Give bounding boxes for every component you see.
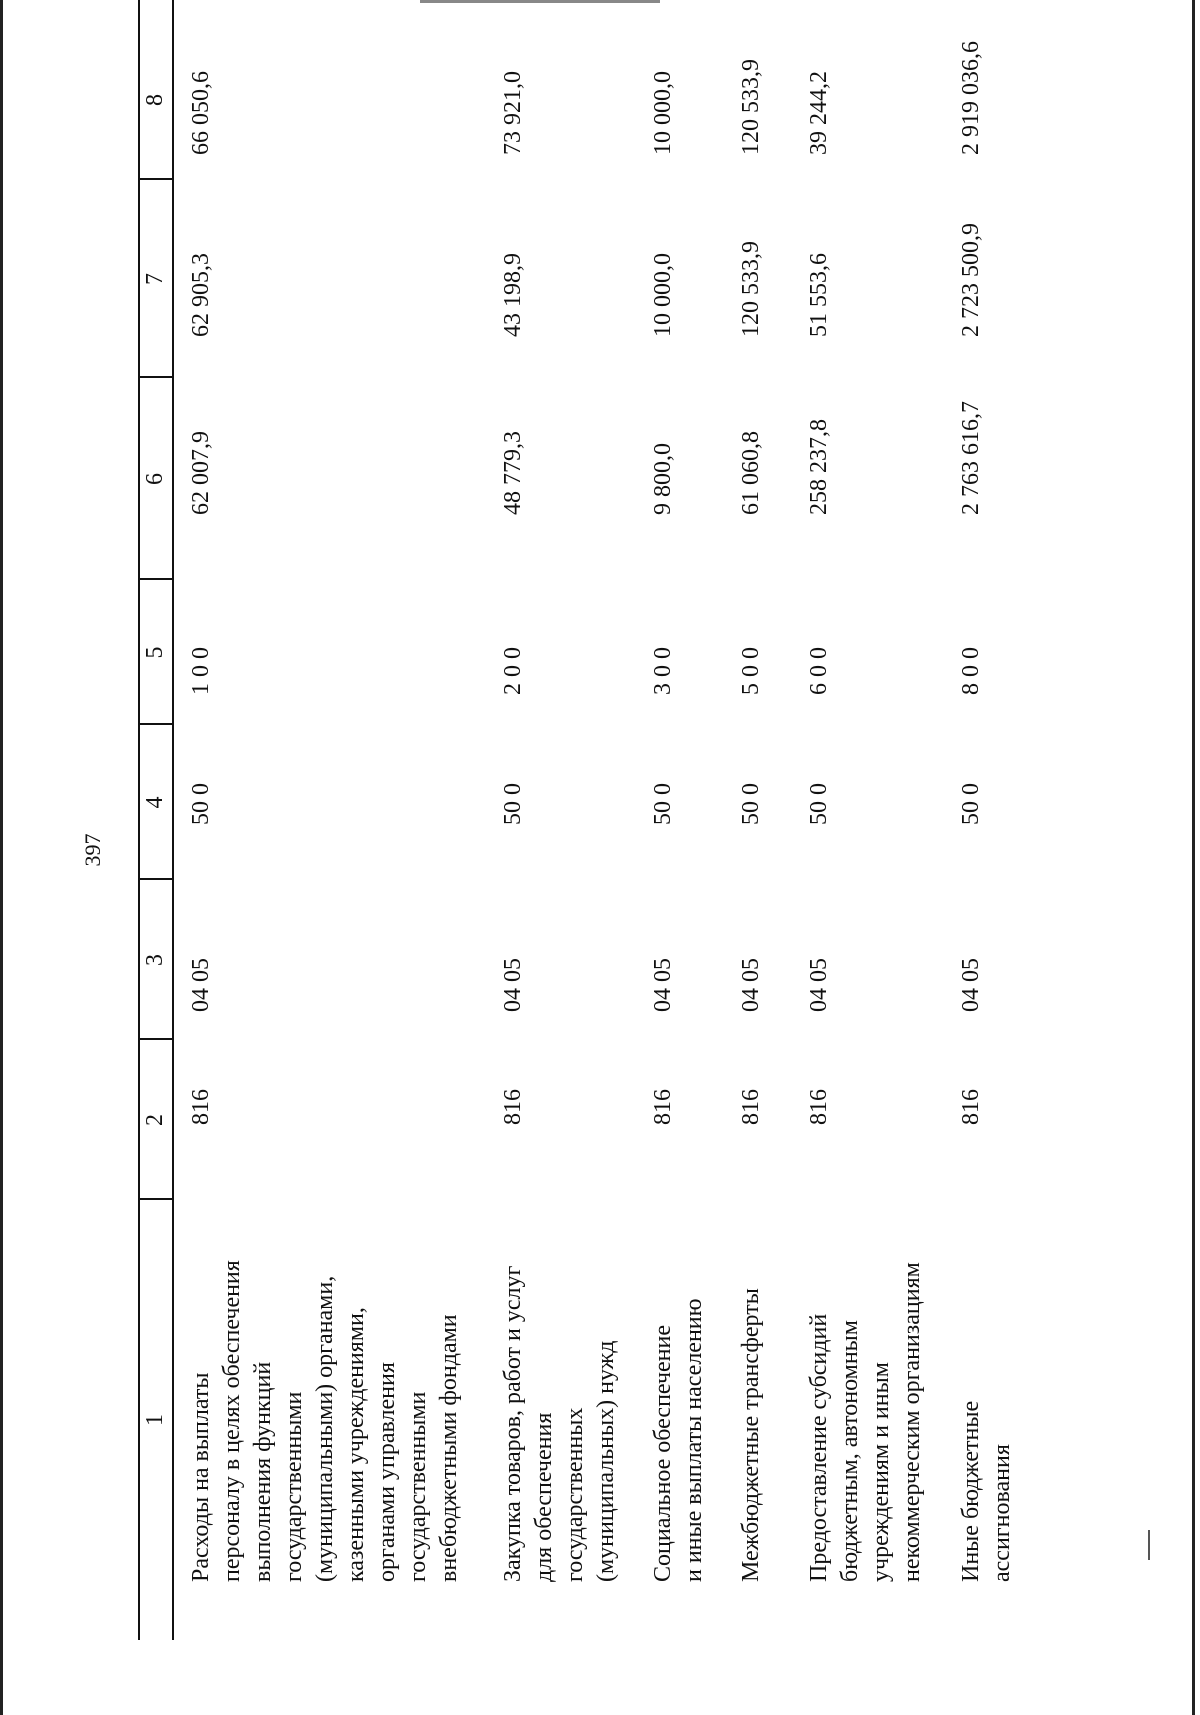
row-cell: 8 0 0 (958, 647, 984, 695)
row-cell: 66 050,6 (188, 71, 214, 155)
row-cell: 50 0 (806, 783, 832, 825)
row-cell: 50 0 (500, 783, 526, 825)
row-cell: 62 905,3 (188, 253, 214, 337)
row-cell: 62 007,9 (188, 431, 214, 515)
row-cell: 04 05 (738, 958, 764, 1012)
row-cell: 120 533,9 (738, 59, 764, 155)
row-cell: 04 05 (188, 958, 214, 1012)
row-cell: 2 723 500,9 (958, 223, 984, 337)
row-cell: 73 921,0 (500, 71, 526, 155)
row-cell: 6 0 0 (806, 647, 832, 695)
row-cell: 04 05 (806, 958, 832, 1012)
row-name: Закупка товаров, работ и услуг для обеспечения государственных (муниципальных) нужд (500, 1265, 619, 1582)
row-cell: 48 779,3 (500, 431, 526, 515)
row-cell: 816 (188, 1089, 214, 1125)
row-name: Иные бюджетные ассигнования (958, 1400, 1015, 1582)
table-header-border (172, 0, 174, 1640)
row-cell: 43 198,9 (500, 253, 526, 337)
row-cell: 61 060,8 (738, 431, 764, 515)
header-col-3: 3 (142, 954, 168, 966)
row-cell: 816 (650, 1089, 676, 1125)
row-cell: 04 05 (500, 958, 526, 1012)
row-cell: 9 800,0 (650, 443, 676, 515)
row-cell: 816 (958, 1089, 984, 1125)
row-cell: 50 0 (958, 783, 984, 825)
header-col-2: 2 (142, 1114, 168, 1126)
row-name: Межбюджетные трансферты (738, 1288, 764, 1582)
row-cell: 2 0 0 (500, 647, 526, 695)
row-name: Расходы на выплаты персоналу в целях обеспечения выполнения функций государственными (муниципальными) органами, казенными учреждениями, органами управления государственными внебюджетными фондами (188, 1260, 462, 1582)
header-col-4: 4 (142, 796, 168, 809)
row-cell: 816 (738, 1089, 764, 1125)
row-cell: 816 (806, 1089, 832, 1125)
header-col-8: 8 (142, 94, 168, 106)
row-name: Предоставление субсидий бюджетным, автономным учреждениям и иным некоммерческим организациям (806, 1262, 925, 1582)
budget-table (138, 0, 1118, 1640)
row-name: Социальное обеспечение и иные выплаты населению (650, 1298, 707, 1582)
row-cell: 10 000,0 (650, 71, 676, 155)
row-cell: 50 0 (188, 783, 214, 825)
header-col-7: 7 (142, 273, 168, 285)
header-col-6: 6 (142, 473, 168, 485)
row-cell: 10 000,0 (650, 253, 676, 337)
row-cell: 50 0 (650, 783, 676, 825)
row-cell: 04 05 (650, 958, 676, 1012)
header-col-1: 1 (142, 1414, 168, 1426)
scan-edge-mark (0, 0, 3, 1715)
row-cell: 120 533,9 (738, 241, 764, 337)
scan-edge-mark (1192, 0, 1195, 1715)
row-cell: 04 05 (958, 958, 984, 1012)
header-col-5: 5 (142, 646, 168, 659)
row-cell: 1 0 0 (188, 647, 214, 695)
row-cell: 258 237,8 (806, 419, 832, 515)
row-cell: 5 0 0 (738, 647, 764, 695)
row-cell: 39 244,2 (806, 71, 832, 155)
row-cell: 50 0 (738, 783, 764, 825)
row-cell: 2 919 036,6 (958, 41, 984, 155)
scan-edge-mark (1148, 1530, 1150, 1560)
row-cell: 2 763 616,7 (958, 401, 984, 515)
row-cell: 3 0 0 (650, 647, 676, 695)
row-cell: 51 553,6 (806, 253, 832, 337)
row-cell: 816 (500, 1089, 526, 1125)
page-number: 397 (80, 833, 105, 867)
